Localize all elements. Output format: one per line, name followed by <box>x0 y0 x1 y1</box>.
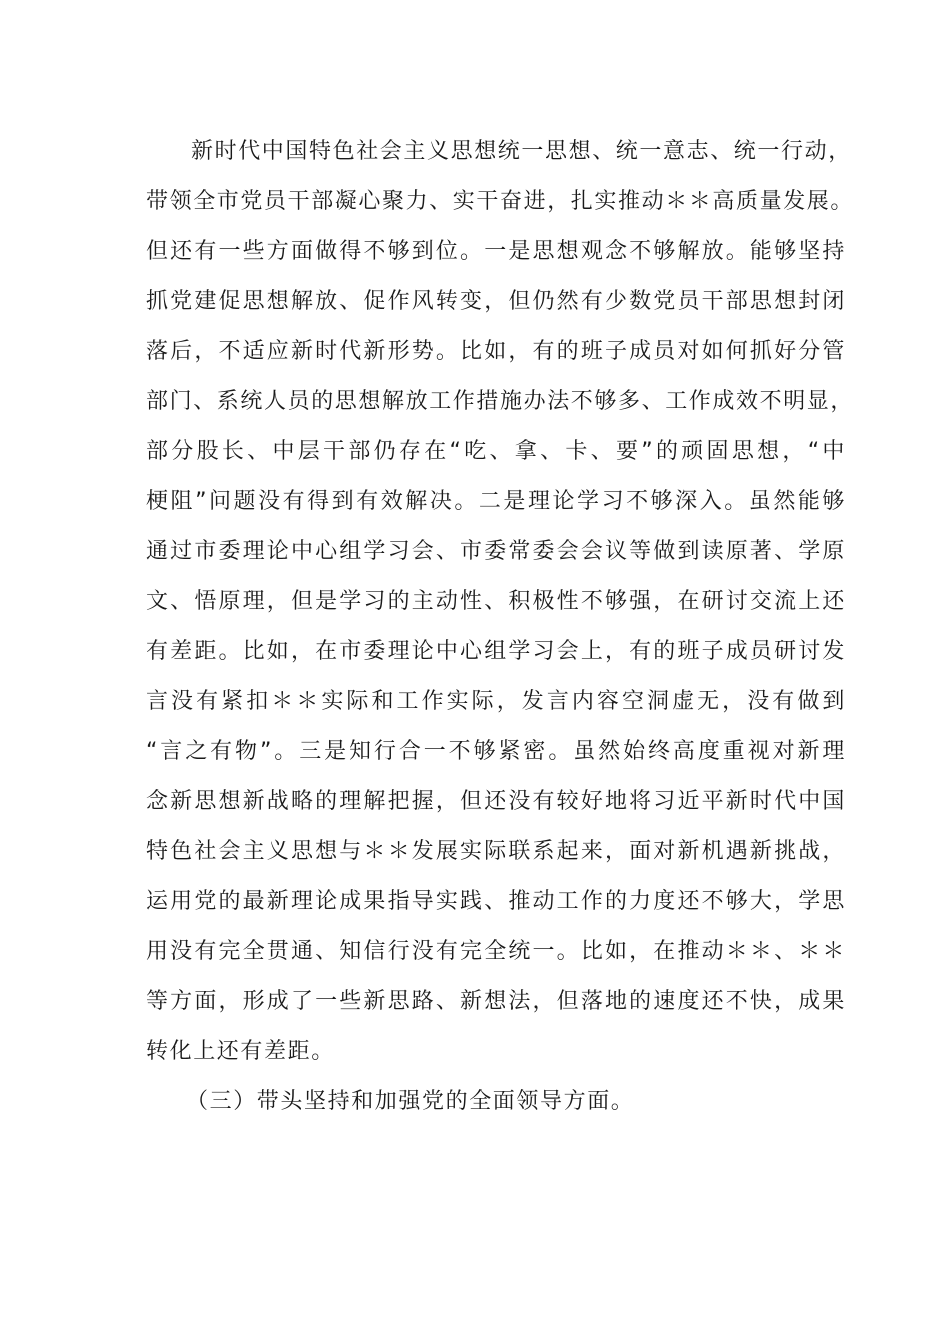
paragraph-line: 用没有完全贯通、知信行没有完全统一。比如，在推动＊＊、＊＊ <box>146 939 846 964</box>
paragraph-line: 但还有一些方面做得不够到位。一是思想观念不够解放。能够坚持 <box>146 239 846 264</box>
paragraph-line: 念新思想新战略的理解把握，但还没有较好地将习近平新时代中国 <box>146 789 846 814</box>
paragraph-line: 通过市委理论中心组学习会、市委常委会会议等做到读原著、学原 <box>146 539 846 564</box>
section-heading: （三）带头坚持和加强党的全面领导方面。 <box>186 1089 635 1114</box>
paragraph-line: 言没有紧扣＊＊实际和工作实际，发言内容空洞虚无，没有做到 <box>146 689 846 714</box>
paragraph-line: 部分股长、中层干部仍存在“吃、拿、卡、要”的顽固思想，“中 <box>146 439 846 464</box>
paragraph-line: 运用党的最新理论成果指导实践、推动工作的力度还不够大，学思 <box>146 889 846 914</box>
paragraph-line: 特色社会主义思想与＊＊发展实际联系起来，面对新机遇新挑战， <box>146 839 846 864</box>
paragraph-line: 新时代中国特色社会主义思想统一思想、统一意志、统一行动， <box>191 139 852 164</box>
paragraph-line: 转化上还有差距。 <box>146 1039 335 1064</box>
paragraph-line: 等方面，形成了一些新思路、新想法，但落地的速度还不快，成果 <box>146 989 846 1014</box>
paragraph-line: 抓党建促思想解放、促作风转变，但仍然有少数党员干部思想封闭 <box>146 289 846 314</box>
paragraph-line: 落后，不适应新时代新形势。比如，有的班子成员对如何抓好分管 <box>146 339 846 364</box>
paragraph-line: 梗阻”问题没有得到有效解决。二是理论学习不够深入。虽然能够 <box>146 489 846 514</box>
paragraph-line: 文、悟原理，但是学习的主动性、积极性不够强，在研讨交流上还 <box>146 589 846 614</box>
paragraph-line: 带领全市党员干部凝心聚力、实干奋进，扎实推动＊＊高质量发展。 <box>146 189 855 214</box>
paragraph-line: 有差距。比如，在市委理论中心组学习会上，有的班子成员研讨发 <box>146 639 846 664</box>
paragraph-line: 部门、系统人员的思想解放工作措施办法不够多、工作成效不明显， <box>146 389 855 414</box>
paragraph-line: “言之有物”。三是知行合一不够紧密。虽然始终高度重视对新理 <box>146 739 846 764</box>
